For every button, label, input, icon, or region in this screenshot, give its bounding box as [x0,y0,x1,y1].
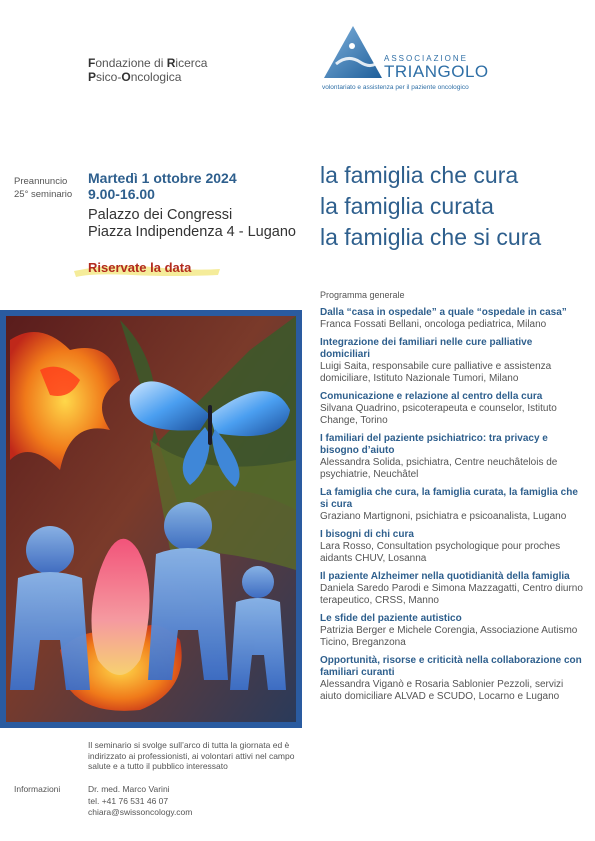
foundation-line1: Fondazione di Ricerca [88,56,208,70]
program-item [320,337,585,385]
association-tagline: volontariato e assistenza per il paziente oncologico [322,84,469,91]
collage-artwork [0,310,302,728]
program-item [320,307,585,331]
program-item [320,391,585,427]
title-line3: la famiglia che si cura [320,224,542,250]
program-item [320,571,585,607]
program-item-title: Integrazione dei familiari nelle cure palliative domiciliari [320,337,533,360]
preannuncio-line2: 25° seminario [14,189,73,200]
contact-phone: tel. +41 76 531 46 07 [88,795,169,806]
program-item-title: Dalla “casa in ospedale” a quale “ospedale in casa” [320,307,567,318]
program-item-desc: Alessandra Viganò e Rosaria Sablonier Pezzoli, servizi aiuto domiciliare ALVAD e SCUDO, Locarno e Lugano [320,679,564,702]
seminar-note: Il seminario si svolge sull’arco di tutta la giornata ed è indirizzato ai professionisti, ai volontari attivi nel campo salute e a tutto il pubblico interessato [88,740,295,771]
venue-address: Piazza Indipendenza 4 - Lugano [88,224,296,240]
program-item-title: I familiari del paziente psichiatrico: tra privacy e bisogno d’aiuto [320,433,548,456]
event-date: Martedì 1 ottobre 2024 [88,170,237,186]
triangle-logo-icon [322,24,384,80]
program-item-title: La famiglia che cura, la famiglia curata, la famiglia che si cura [320,487,578,510]
program-item-title: Le sfide del paziente autistico [320,613,462,624]
program-item [320,655,585,703]
program-item-desc: Franca Fossati Bellani, oncologa pediatrica, Milano [320,319,547,330]
info-label: Informazioni [14,784,61,794]
program-item [320,487,585,523]
program-item-title: Opportunità, risorse e criticità nella collaborazione con familiari curanti [320,655,582,678]
event-venue [88,207,296,241]
program-item-desc: Silvana Quadrino, psicoterapeuta e counselor, Istituto Change, Torino [320,403,557,426]
program-item-desc: Luigi Saita, responsabile cure palliative e assistenza domiciliare, Istituto Nazionale Tumori, Milano [320,361,552,384]
foundation-line2: Psico-Oncologica [88,70,182,84]
reserve-date-label: Riservate la data [88,260,192,275]
program-item-desc: Daniela Saredo Parodi e Simona Mazzagatti, Centro diurno terapeutico, CRSS, Manno [320,583,583,606]
association-logo [322,24,492,94]
program-item-desc: Lara Rosso, Consultation psychologique pour proches aidants CHUV, Losanna [320,541,561,564]
program-list [320,307,585,709]
event-time: 9.00-16.00 [88,186,155,202]
program-item-desc: Alessandra Solida, psichiatra, Centre neuchâtelois de psychiatrie, Neuchâtel [320,457,558,480]
preannuncio-label [14,175,72,201]
contact-block [88,784,192,819]
preannuncio-line1: Preannuncio [14,176,68,187]
program-heading: Programma generale [320,290,405,300]
title-line2: la famiglia curata [320,193,494,219]
association-name: TRIANGOLO [384,62,489,81]
program-item [320,433,585,481]
main-title [320,160,541,253]
foundation-logo [88,56,207,84]
title-line1: la famiglia che cura [320,162,519,188]
association-small-label: ASSOCIAZIONE [384,54,469,63]
program-item-title: Il paziente Alzheimer nella quotidianità della famiglia [320,571,570,582]
contact-name: Dr. med. Marco Varini [88,784,170,794]
program-item-title: Comunicazione e relazione al centro della cura [320,391,543,402]
venue-name: Palazzo dei Congressi [88,207,233,223]
program-item [320,613,585,649]
program-item-desc: Patrizia Berger e Michele Corengia, Associazione Autismo Ticino, Breganzona [320,625,578,648]
program-item-desc: Graziano Martignoni, psichiatra e psicoanalista, Lugano [320,511,567,522]
event-datetime [88,170,237,202]
contact-email[interactable]: chiara@swissoncology.com [88,807,193,817]
program-item [320,529,585,565]
program-item-title: I bisogni di chi cura [320,529,414,540]
